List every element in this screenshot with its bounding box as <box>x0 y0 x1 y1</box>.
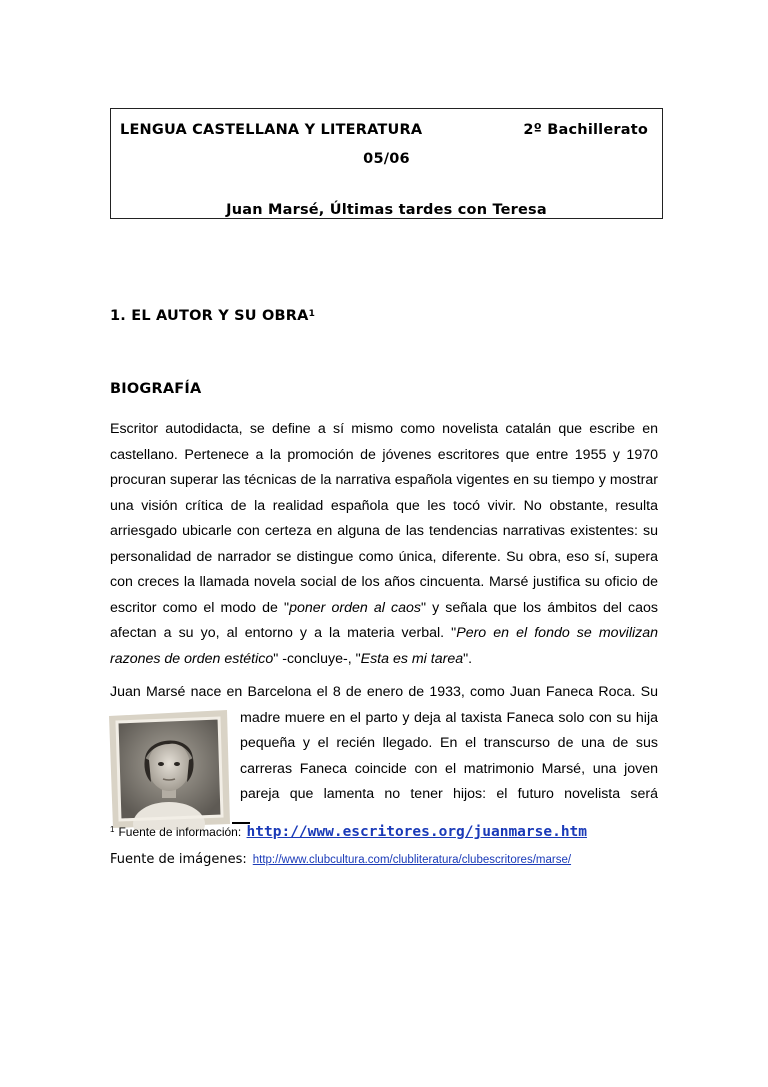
images-source-label: Fuente de imágenes: <box>110 852 247 867</box>
text-line: personalidad de narrador se distingue como única, diferente. Su obra, eso sí, supera <box>110 548 658 565</box>
section-heading <box>110 308 315 324</box>
quote-italic: Pero en el fondo se movilizan <box>456 625 658 641</box>
text-line: madre muere en el parto y deja al taxista Faneca solo con su hija <box>240 709 658 726</box>
text-run: ". <box>463 650 473 667</box>
text-line: pequeña y el recién llegado. En el transcurso de una de sus <box>240 735 658 751</box>
text-line: procuran superar las técnicas de la narrativa española vigentes en su tiempo y mostrar <box>110 472 658 488</box>
text-line: castellano. Pertenece a la promoción de jóvenes escritores que entre 1955 y 1970 <box>110 446 658 463</box>
footnote-link[interactable]: http://www.escritores.org/juanmarse.htm <box>246 824 588 840</box>
text-line: una visión crítica de la realidad española que les tocó vivir. No obstante, resulta <box>110 497 658 514</box>
author-childhood-photo <box>105 708 232 830</box>
footnote-label: Fuente de información: <box>118 825 242 839</box>
images-source <box>110 850 571 868</box>
text-run: escritor como el modo de " <box>110 599 290 616</box>
text-run: " y señala que los ámbitos del caos <box>420 599 658 616</box>
quote-italic: Esta es mi tarea <box>360 650 464 667</box>
quote-italic: poner orden al caos <box>289 599 421 616</box>
footnote <box>110 824 587 840</box>
header-course: 2º Bachillerato <box>523 122 648 138</box>
footnote-reference[interactable]: 1 <box>308 309 316 319</box>
text-line <box>110 647 658 673</box>
section-heading-text: 1. EL AUTOR Y SU OBRA <box>110 308 309 324</box>
images-source-link[interactable]: http://www.clubcultura.com/clubliteratura/clubescritores/marse/ <box>252 854 572 866</box>
text-line <box>110 596 658 622</box>
header-year: 05/06 <box>363 151 410 167</box>
biography-paragraph-1 <box>110 417 658 672</box>
text-line: Juan Marsé nace en Barcelona el 8 de enero de 1933, como Juan Faneca Roca. Su <box>110 684 658 700</box>
text-line: con creces la llamada novela social de los años cincuenta. Marsé justifica su oficio de <box>110 574 658 590</box>
header-box <box>110 108 663 219</box>
quote-italic: razones de orden estético <box>110 650 274 667</box>
text-line: Escritor autodidacta, se define a sí mismo como novelista catalán que escribe en <box>110 421 658 437</box>
footnote-mark: 1 <box>110 825 115 834</box>
header-subject: LENGUA CASTELLANA Y LITERATURA <box>120 122 423 138</box>
text-line: carreras Faneca coincide con el matrimonio Marsé, una joven <box>240 760 658 777</box>
text-run: afectan a su yo, al entorno y a la materia verbal. " <box>110 625 457 641</box>
text-run: " -concluye-, " <box>273 650 361 667</box>
header-title: Juan Marsé, Últimas tardes con Teresa <box>226 202 547 218</box>
text-line: pareja que lamenta no tener hijos: el futuro novelista será <box>240 786 658 802</box>
text-line <box>110 621 658 647</box>
text-line: arriesgado ubicarle con certeza en alguna de las tendencias narrativas existentes: su <box>110 523 658 539</box>
section-subheading: BIOGRAFÍA <box>110 381 202 397</box>
